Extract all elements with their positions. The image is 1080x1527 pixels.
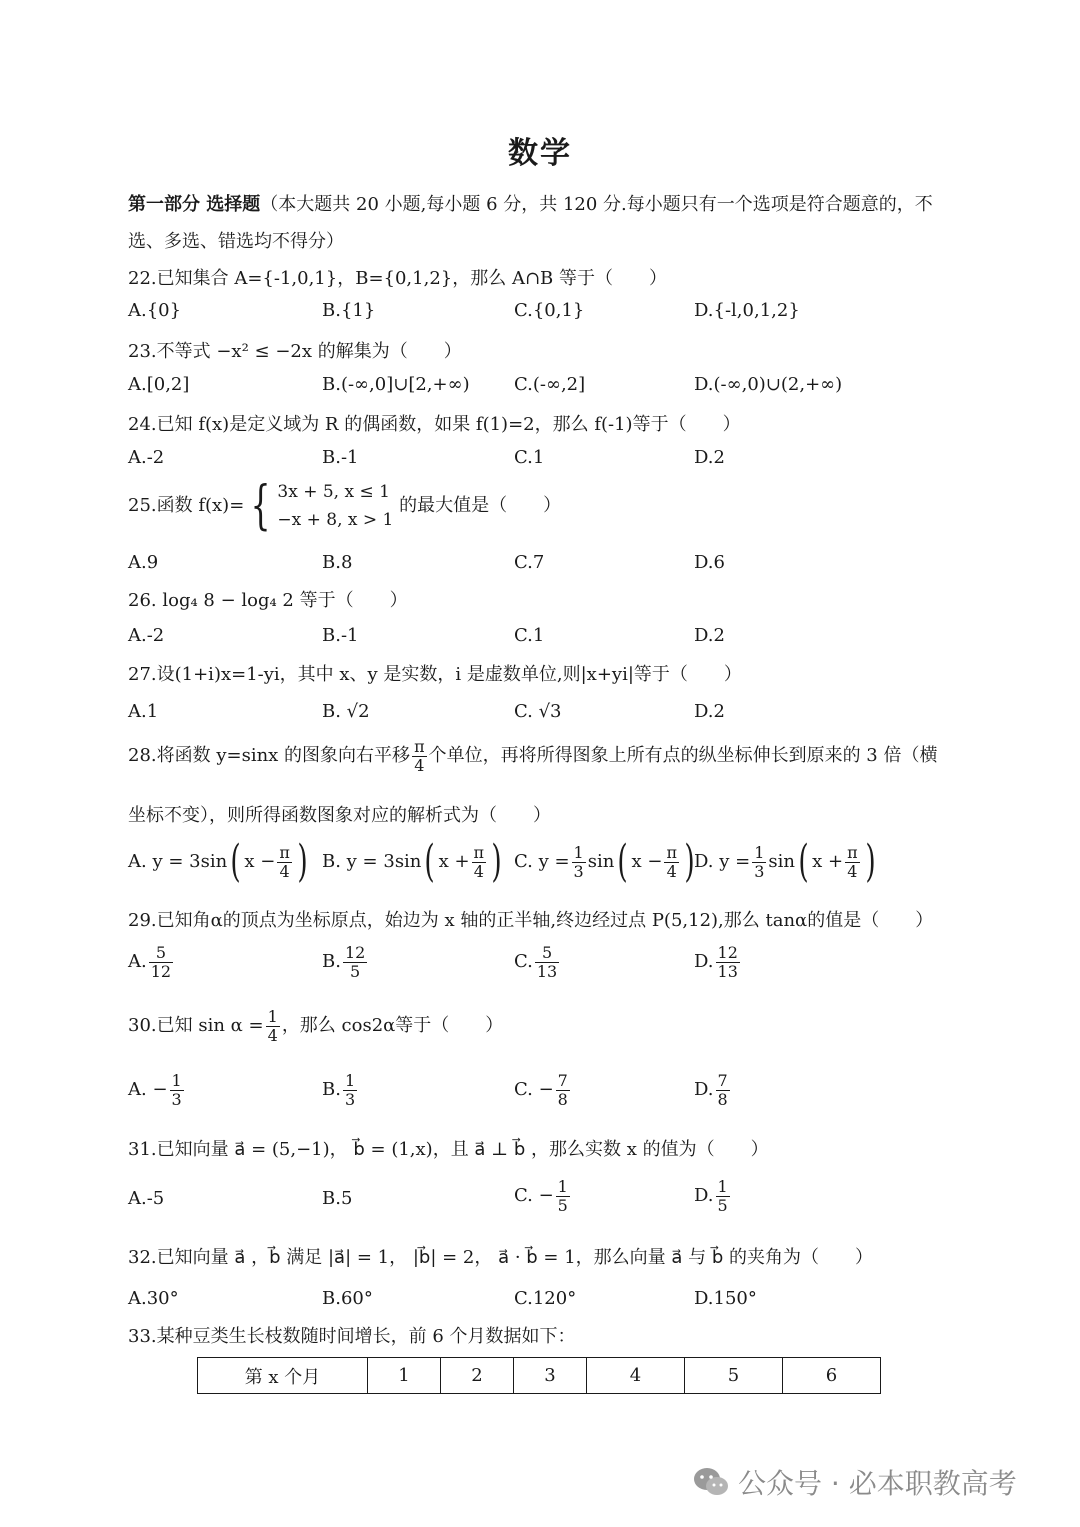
q30-option-d: D. $\frac{7}{8}$ [694, 1071, 728, 1109]
q23-stem: 23.不等式 −x² ≤ −2x 的解集为（ ） [128, 341, 462, 362]
q22-option-b: B.{1} [322, 300, 376, 321]
q27-option-d: D.2 [694, 701, 725, 722]
q30-option-c: C. − $\frac{7}{8}$ [514, 1071, 568, 1109]
q31-option-a: A.-5 [128, 1188, 165, 1209]
q24-option-c: C.1 [514, 447, 545, 468]
table-cell: 3 [514, 1358, 587, 1394]
q25-case1: 3x + 5, x ≤ 1 [277, 482, 390, 502]
q25-case2: −x + 8, x > 1 [277, 510, 394, 530]
q22-option-c: C.{0,1} [514, 300, 585, 321]
q31-option-c: C. − $\frac{1}{5}$ [514, 1177, 568, 1215]
q31-option-b: B.5 [322, 1188, 353, 1209]
q25-prefix: 25.函数 f(x)= [128, 495, 245, 516]
q25-option-a: A.9 [128, 552, 159, 573]
q23-option-a: A.[0,2] [128, 374, 190, 395]
q24-stem: 24.已知 f(x)是定义域为 R 的偶函数，如果 f(1)=2，那么 f(-1)等于（ ） [128, 414, 741, 435]
q25-option-b: B.8 [322, 552, 353, 573]
q27-option-c: C. √3 [514, 701, 562, 722]
q29-option-b: B. $\frac{12}{5}$ [322, 943, 366, 981]
q26-stem: 26. log₄ 8 − log₄ 2 等于（ ） [128, 590, 408, 611]
q29-stem: 29.已知角α的顶点为坐标原点，始边为 x 轴的正半轴,终边经过点 P(5,12),那么 tanα的值是（ ） [128, 910, 934, 931]
q25-option-c: C.7 [514, 552, 545, 573]
q29-option-a: A. $\frac{5}{12}$ [128, 943, 172, 981]
q25-suffix: 的最大值是（ ） [399, 495, 562, 516]
q22-option-d: D.{-l,0,1,2} [694, 300, 800, 321]
q28-stem-line2: 坐标不变），则所得函数图象对应的解析式为（ ） [128, 805, 551, 826]
q28-option-d: D. y = $\frac{1}{3}$ sin( x + $\frac{\pi}{4}$ ) [694, 836, 876, 887]
q28-option-b: B. y = 3sin( x + $\frac{\pi}{4}$ ) [322, 836, 502, 887]
q32-stem: 32.已知向量 a⃗ ，b⃗ 满足 |a⃗| = 1， |b⃗| = 2， a⃗ · b⃗ = 1，那么向量 a⃗ 与 b⃗ 的夹角为（ ） [128, 1247, 874, 1268]
q23-option-c: C.(-∞,2] [514, 374, 586, 395]
q26-option-b: B.-1 [322, 625, 359, 646]
table-header-cell: 第 x 个月 [198, 1358, 368, 1394]
q25-option-d: D.6 [694, 552, 725, 573]
q23-option-b: B.(-∞,0]∪[2,+∞) [322, 374, 470, 395]
q33-data-table [197, 1357, 881, 1394]
section-desc-line2: 选、多选、错选均不得分） [128, 231, 344, 252]
q29-option-c: C. $\frac{5}{13}$ [514, 943, 558, 981]
q28-option-c: C. y = $\frac{1}{3}$ sin( x − $\frac{\pi}{4}$ ) [514, 836, 695, 887]
q32-option-d: D.150° [694, 1288, 757, 1309]
q28-option-a: A. y = 3sin( x − $\frac{\pi}{4}$ ) [128, 836, 308, 887]
watermark [692, 1462, 1017, 1505]
table-cell: 4 [587, 1358, 685, 1394]
wechat-icon [692, 1466, 730, 1505]
q27-option-a: A.1 [128, 701, 159, 722]
q30-stem: 30.已知 sin α = $\frac{1}{4}$ ，那么 cos2α等于（ ） [128, 1007, 504, 1045]
q23-option-d: D.(-∞,0)∪(2,+∞) [694, 374, 843, 395]
q27-stem: 27.设(1+i)x=1-yi，其中 x、y 是实数，i 是虚数单位,则|x+yi|等于（ ） [128, 664, 742, 685]
q25-cases [277, 478, 393, 534]
q32-option-c: C.120° [514, 1288, 577, 1309]
q32-option-b: B.60° [322, 1288, 373, 1309]
q26-option-d: D.2 [694, 625, 725, 646]
q31-option-d: D. $\frac{1}{5}$ [694, 1177, 728, 1215]
q24-option-d: D.2 [694, 447, 725, 468]
q30-option-b: B. $\frac{1}{3}$ [322, 1071, 356, 1109]
section-heading: 第一部分 选择题 [128, 194, 261, 215]
q31-stem: 31.已知向量 a⃗ = (5,−1)， b⃗ = (1,x)，且 a⃗ ⊥ b⃗ ，那么实数 x 的值为（ ） [128, 1139, 769, 1160]
q28-stem-pre: 28.将函数 y=sinx 的图象向右平移 [128, 745, 411, 767]
q26-option-c: C.1 [514, 625, 545, 646]
table-cell: 5 [685, 1358, 783, 1394]
q33-stem: 33.某种豆类生长枝数随时间增长，前 6 个月数据如下： [128, 1326, 576, 1347]
table-row [198, 1358, 881, 1394]
q28-stem-post: 个单位，再将所得图象上所有点的纵坐标伸长到原来的 3 倍（横 [428, 745, 938, 767]
page-title: 数学 [508, 136, 572, 171]
q26-option-a: A.-2 [128, 625, 165, 646]
q28-stem [128, 738, 937, 774]
table-cell: 1 [368, 1358, 441, 1394]
q32-option-a: A.30° [128, 1288, 179, 1309]
q25-brace: { [250, 476, 271, 536]
q30-option-a: A. − $\frac{1}{3}$ [128, 1071, 182, 1109]
table-cell: 6 [783, 1358, 881, 1394]
q25-stem [128, 478, 561, 534]
q27-option-b: B. √2 [322, 701, 370, 722]
q29-option-d: D. $\frac{12}{13}$ [694, 943, 738, 981]
section-desc-line1: （本大题共 20 小题,每小题 6 分，共 120 分.每小题只有一个选项是符合题意的，不 [260, 194, 933, 215]
table-cell: 2 [441, 1358, 514, 1394]
q24-option-a: A.-2 [128, 447, 165, 468]
q22-option-a: A.{0} [128, 300, 182, 321]
watermark-text: 公众号 · 必本职教高考 [738, 1467, 1017, 1500]
q24-option-b: B.-1 [322, 447, 359, 468]
q22-stem: 22.已知集合 A={-1,0,1}，B={0,1,2}，那么 A∩B 等于（ ） [128, 268, 667, 289]
section-header [128, 190, 933, 216]
q28-fraction: $\frac{\pi}{4}$ [414, 737, 425, 775]
